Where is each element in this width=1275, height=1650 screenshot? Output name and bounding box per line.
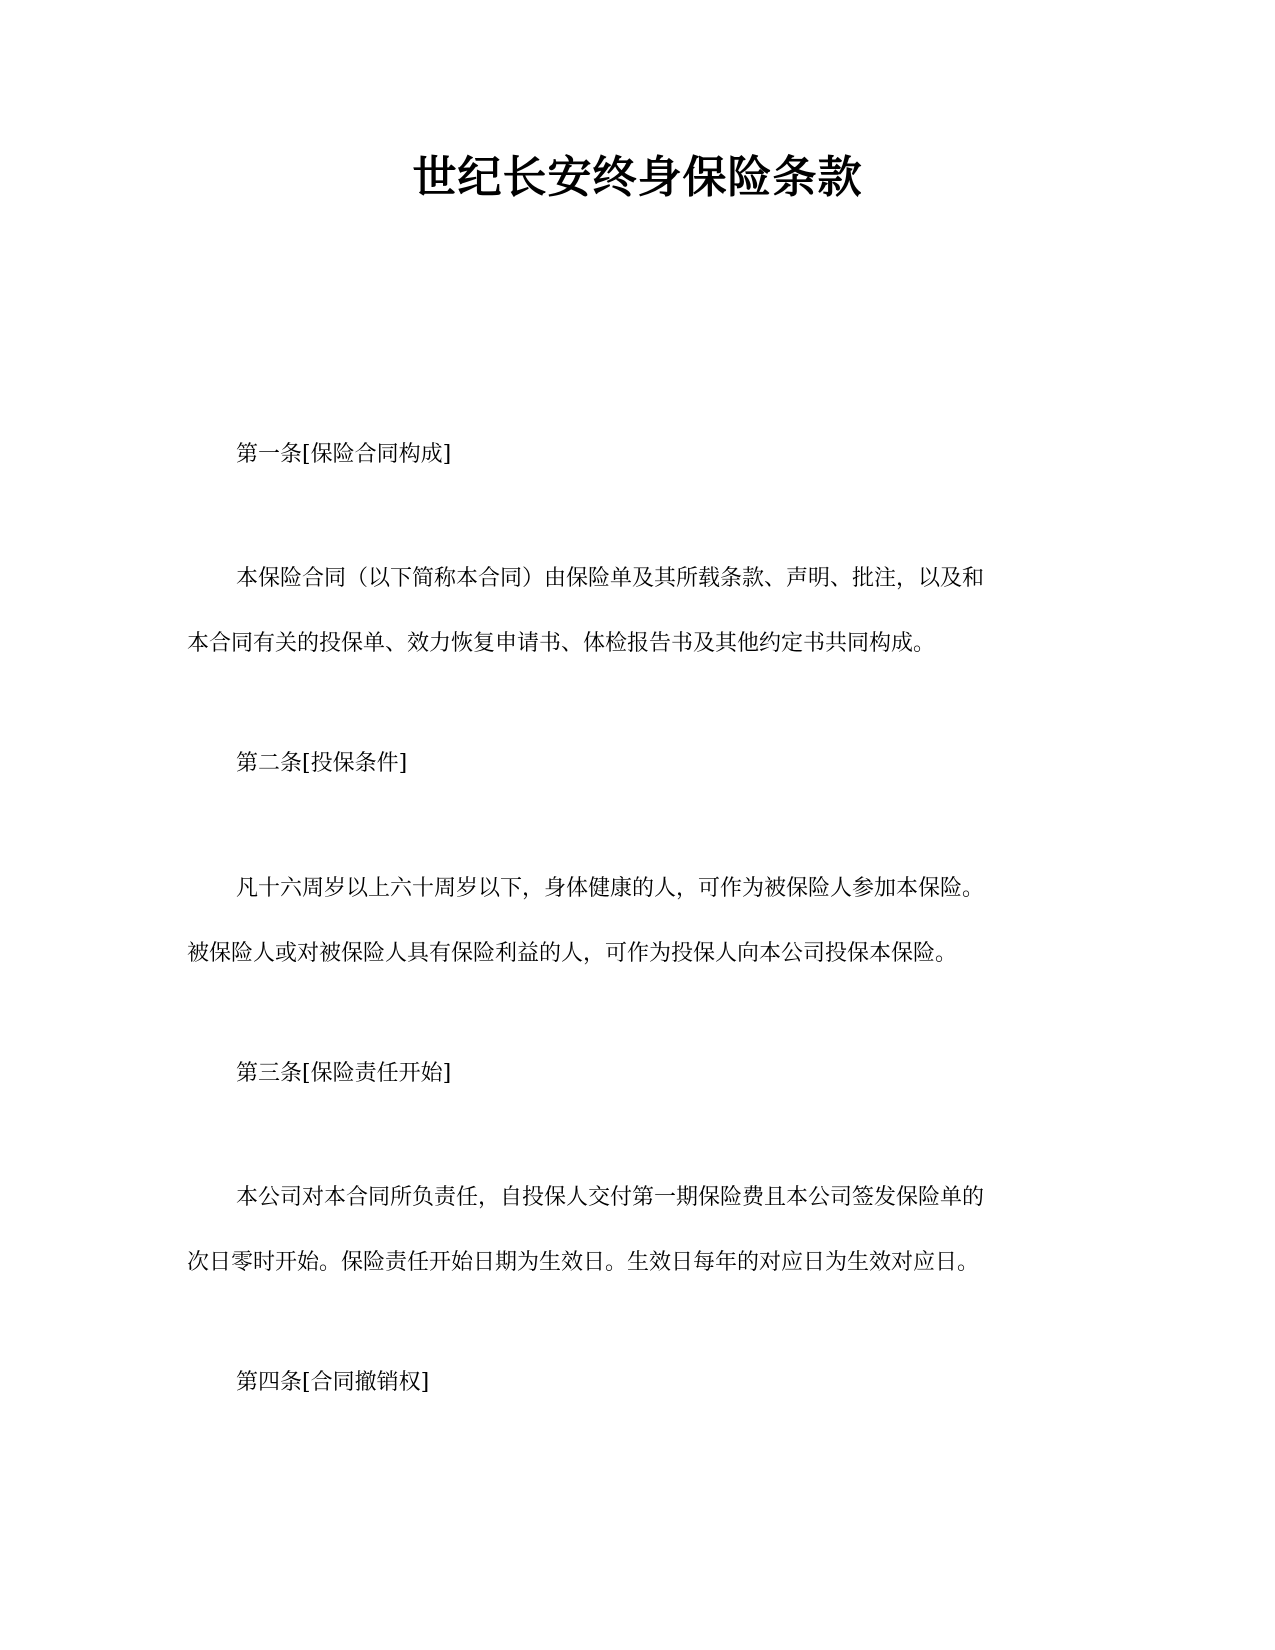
article-1-line-1: 本保险合同（以下简称本合同）由保险单及其所载条款、声明、批注，以及和 bbox=[236, 566, 985, 591]
article-2-heading: 第二条[投保条件] bbox=[236, 751, 408, 776]
article-2-line-2: 被保险人或对被保险人具有保险利益的人，可作为投保人向本公司投保本保险。 bbox=[187, 941, 958, 966]
article-1-line-2: 本合同有关的投保单、效力恢复申请书、体检报告书及其他约定书共同构成。 bbox=[187, 631, 936, 656]
article-3-body bbox=[187, 1165, 1087, 1295]
article-1-body bbox=[187, 546, 1087, 676]
article-2-body bbox=[187, 856, 1087, 986]
page-title: 世纪长安终身保险条款 bbox=[412, 152, 863, 203]
article-4-heading: 第四条[合同撤销权] bbox=[236, 1370, 430, 1395]
article-1-heading: 第一条[保险合同构成] bbox=[236, 442, 452, 467]
article-3-line-2: 次日零时开始。保险责任开始日期为生效日。生效日每年的对应日为生效对应日。 bbox=[187, 1250, 980, 1275]
article-3-heading: 第三条[保险责任开始] bbox=[236, 1061, 452, 1086]
article-3-line-1: 本公司对本合同所负责任，自投保人交付第一期保险费且本公司签发保险单的 bbox=[236, 1185, 985, 1210]
article-2-line-1: 凡十六周岁以上六十周岁以下，身体健康的人，可作为被保险人参加本保险。 bbox=[236, 876, 985, 901]
